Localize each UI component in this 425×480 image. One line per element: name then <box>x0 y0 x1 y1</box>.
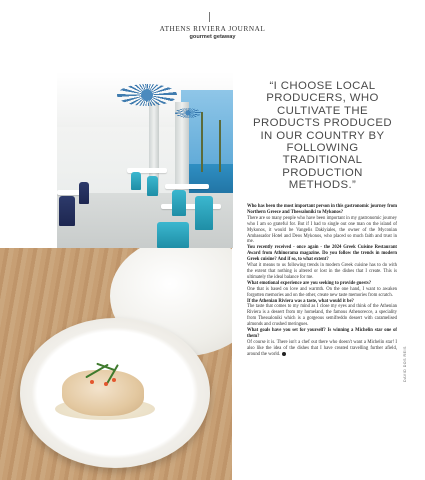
question: Who has been the most important person in this gastronomic journey from Northern Greece and Thessaloniki to Mykonos? <box>247 204 397 215</box>
journal-title: ATHENS RIVIERA JOURNAL <box>159 25 266 33</box>
photo-credit: DAVID DOS REIS <box>403 346 407 382</box>
interview-text <box>247 204 397 358</box>
question: You recently received - once again - the 2024 Greek Cuisine Restaurant Award from Athinorama magazine. Do you follow the trends in modern Greek cuisine? And if so, to what extent? <box>247 245 397 263</box>
answer: One that is based on love and warmth. On the one hand, I want to awaken forgotten memories and on the other, create new taste memories from scratch. <box>247 286 397 298</box>
question: What emotional experience are you seeking to provide guests? <box>247 280 372 286</box>
answer: What it means to us following trends in modern Greek cuisine has to do with the extent that nothing is altered or lost in the dishes that I create. This is ultimately the ideal balance for me. <box>247 263 397 280</box>
final-answer <box>247 340 397 358</box>
section-title: gourmet getaway <box>189 34 236 40</box>
pull-quote: “I CHOOSE LOCAL PRODUCERS, WHO CULTIVATE THE PRODUCTS PRODUCED IN OUR COUNTRY BY FOLLOWING TRADITIONAL PRODUCTION METHODS.” <box>252 80 393 192</box>
restaurant-photo <box>57 72 233 248</box>
dish-photo <box>0 248 232 480</box>
question: What goals have you set for yourself? Is winning a Michelin star one of them? <box>247 328 397 339</box>
masthead-rule <box>209 12 210 22</box>
answer: The taste that comes to my mind as I close my eyes and think of the Athenian Riviera is a dessert from my homeland, the famous Athenorecce, a speciality from Thessaloniki which is a gorgeous semifreddo dessert with caramelised almonds and crushed meringues. <box>247 304 397 328</box>
masthead <box>0 22 425 40</box>
answer: There are so many people who have been important in my gastronomic journey who I am so grateful for. But if I had to single out one man on the island of Mykonos, it would be Vangelis Dakiyiales, the owner of the Myconian Ambassador Hotel and Deos Mykonos, who placed so much faith and trust in me. <box>247 215 397 245</box>
answer: Of course it is. There isn't a chef out there who doesn't want a Michelin star! I also like the idea of the dishes that I have created travelling further afield, around the world. <box>247 339 397 357</box>
end-mark <box>282 352 286 356</box>
question: If the Athenian Riviera was a taste, what would it be? <box>247 298 354 304</box>
